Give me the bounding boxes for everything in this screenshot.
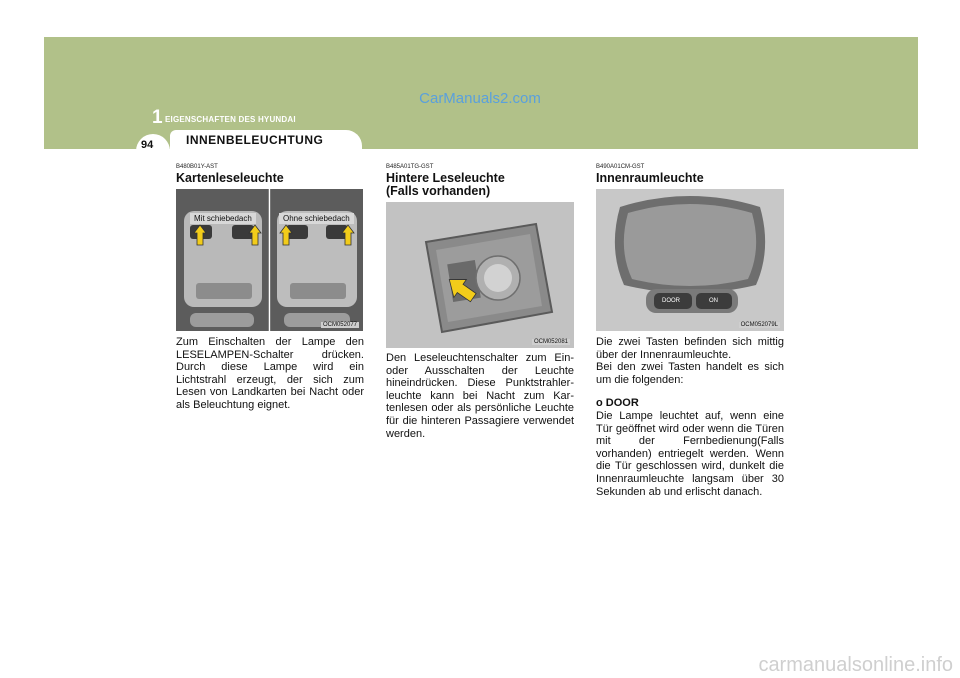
section-title: INNENBELEUCHTUNG <box>186 133 324 147</box>
figure-label-with-sunroof: Mit schiebedach <box>190 213 256 224</box>
item-title-door: o DOOR <box>596 397 639 410</box>
body-text: Den Leseleuchtenschalter zum Ein- oder Ausschalten der Leuchte hineindrücken. Diese Punktstrahler-leuchte kann bei Nacht zum Kar-tenlesen oder als persönliche Leuchte für die hinteren Passagiere verwendet werden. <box>386 352 574 440</box>
section-heading-line2: (Falls vorhanden) <box>386 184 491 198</box>
figure-code: OCM052081 <box>533 339 568 345</box>
on-button: ON <box>709 298 718 304</box>
chapter-number: 1 <box>152 107 163 128</box>
body-text-intro-2: Bei den zwei Tasten handelt es sich um die folgenden: <box>596 361 784 386</box>
figure-code: OCM052079L <box>740 322 778 328</box>
door-button: DOOR <box>662 298 680 304</box>
section-heading-line1: Hintere Leseleuchte <box>386 171 505 185</box>
rear-lamp-photo <box>386 202 574 348</box>
figure-map-lamp <box>176 189 363 331</box>
page-number: 94 <box>141 139 154 151</box>
chapter-title: EIGENSCHAFTEN DES HYUNDAI <box>165 115 296 124</box>
interior-lamp-photo <box>596 189 784 331</box>
watermark-top: CarManuals2.com <box>419 90 541 107</box>
figure-interior-lamp <box>596 189 784 331</box>
figure-rear-reading-lamp <box>386 202 574 348</box>
column-interior-lamp <box>596 164 784 498</box>
watermark-bottom: carmanualsonline.info <box>758 654 953 676</box>
column-rear-reading-lamp <box>386 164 574 440</box>
figure-code: OCM052077 <box>322 322 357 328</box>
body-text-intro: Die zwei Tasten befinden sich mittig über der Innenraumleuchte. <box>596 336 784 361</box>
body-text: Zum Einschalten der Lampe den LESELAMPEN-Schalter drücken. Durch diese Lampe wird ein Lichtstrahl erzeugt, der sich zum Lesen von Landkarten bei Nacht oder als Beleuchtung eignet. <box>176 336 364 411</box>
section-code: B490A01CM-GST <box>596 164 645 170</box>
section-code: B480B01Y-AST <box>176 164 218 170</box>
section-heading: Innenraumleuchte <box>596 171 704 185</box>
section-heading: Kartenleseleuchte <box>176 171 284 185</box>
section-code: B485A01TG-GST <box>386 164 434 170</box>
column-map-lamp <box>176 164 364 412</box>
figure-label-without-sunroof: Ohne schiebedach <box>279 213 354 224</box>
map-lamp-photo <box>176 189 363 331</box>
item-body-door: Die Lampe leuchtet auf, wenn eine Tür geöffnet wird oder wenn die Türen mit der Fernbedienung(Falls vorhanden) entriegelt werden. Wenn die Tür geschlossen wird, dunkelt die Innenraumleuchte langsam über 30 Sekunden ab und erlischt danach. <box>596 409 784 498</box>
